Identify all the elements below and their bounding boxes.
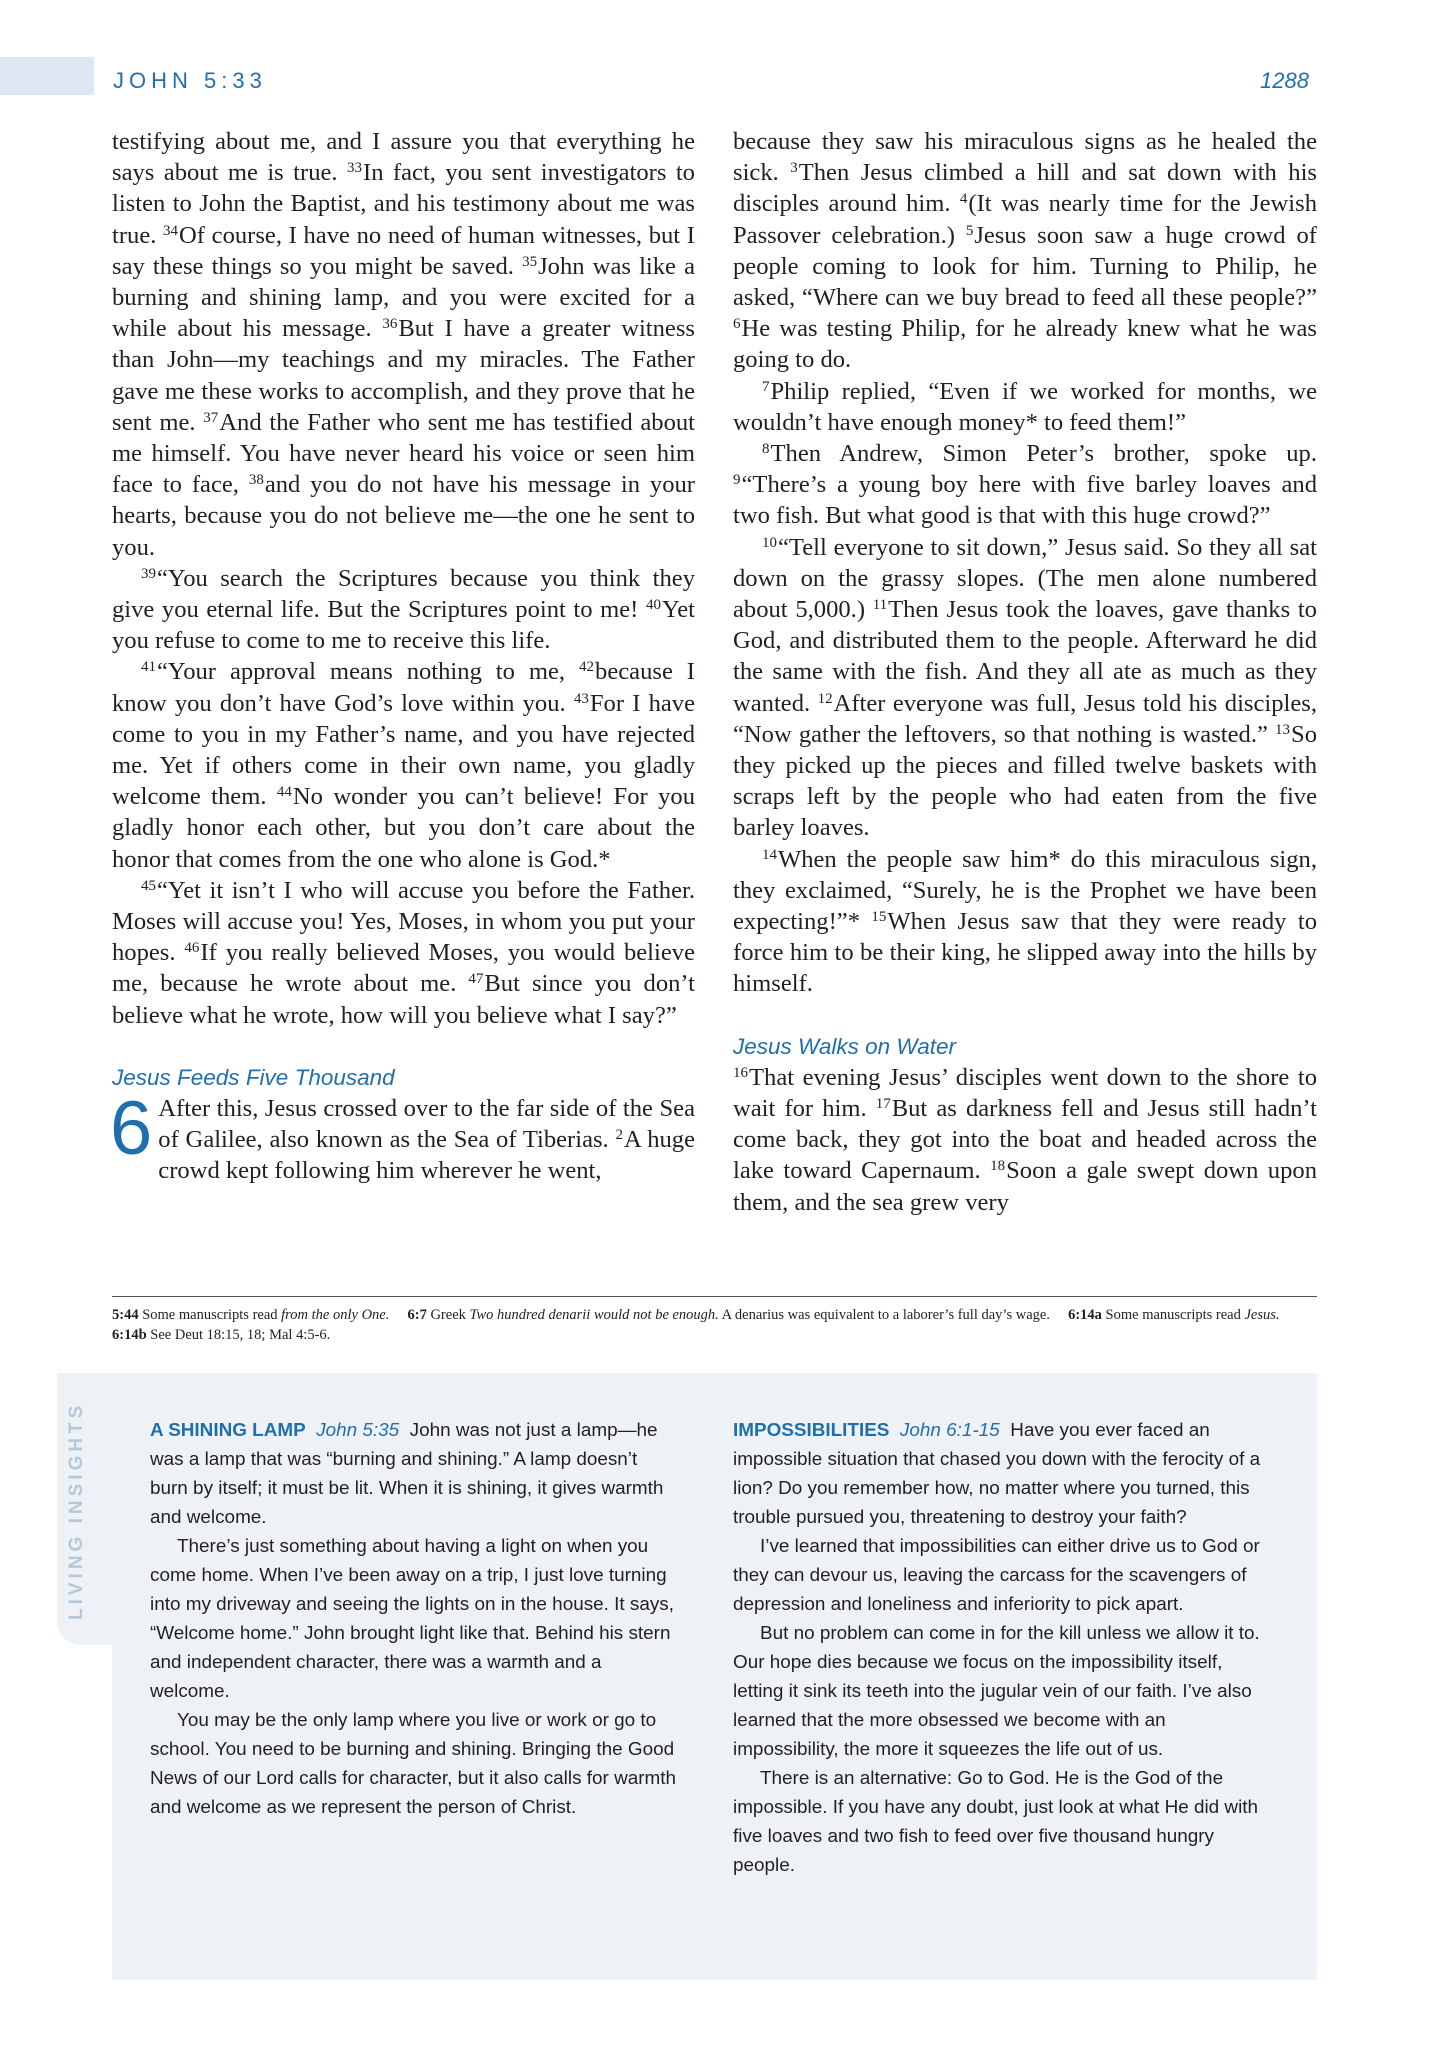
- verse-text: testifying about me, and I assure you that everything he says about me is true.: [112, 128, 695, 187]
- page-number: 1288: [1260, 68, 1309, 93]
- sidebar-label: LIVING INSIGHTS: [66, 1401, 87, 1620]
- verse-text: and you do not have his message in your hearts, because you do not believe me—the one he sent to you.: [112, 471, 695, 561]
- footnote: 5:44 Some manuscripts read from the only One.: [112, 1307, 390, 1323]
- paragraph: [110, 1085, 695, 1187]
- verse-text: because they saw his miraculous signs as he healed the sick.: [733, 128, 1317, 187]
- verse-number: 7: [762, 378, 770, 395]
- verse-number: 10: [762, 534, 777, 551]
- insight-text: You may be the only lamp where you live or work or go to school. You need to be burning and shining. Bringing the Good News of our Lord calls for character, but it also calls for warmth and welcome as we represent the person of Christ.: [150, 1710, 676, 1818]
- verse-number: 45: [141, 877, 156, 894]
- verse-number: 44: [276, 784, 292, 801]
- insight-text: John was not just a lamp—he was a lamp that was “burning and shining.” A lamp doesn’t burn by itself; it must be lit. When it is shining, it gives warmth and welcome.: [150, 1420, 664, 1528]
- verse-number: 42: [579, 659, 595, 676]
- verse-text: After everyone was full, Jesus told his disciples, “Now gather the leftovers, so that nothing is wasted.”: [733, 689, 1317, 748]
- verse-number: 43: [573, 690, 589, 707]
- verse-text: When the people saw him* do this miraculous sign, they exclaimed, “Surely, he is the Prophet we have been expecting!”*: [733, 845, 1317, 936]
- paragraph: [733, 376, 1317, 438]
- verse-number: 47: [468, 971, 484, 988]
- verse-text: Soon a gale swept down upon them, and the sea grew very: [733, 1157, 1317, 1216]
- footnote-italic: from the only One.: [281, 1307, 390, 1323]
- verse-number: 41: [141, 659, 156, 676]
- paragraph: [733, 126, 1317, 376]
- verse-text: (It was nearly time for the Jewish Passover celebration.): [733, 190, 1317, 249]
- verse-number: 35: [522, 253, 538, 270]
- paragraph: [112, 656, 695, 874]
- verse-text: “Yet it isn’t I who will accuse you before the Father. Moses will accuse you! Yes, Moses, in whom you put your hopes.: [112, 876, 695, 967]
- verse-text: But since you don’t believe what he wrote, how will you believe what I say?”: [112, 970, 695, 1029]
- footnote: 6:14b See Deut 18:15, 18; Mal 4:5-6.: [112, 1327, 331, 1343]
- section-heading: Jesus Walks on Water: [733, 1033, 957, 1059]
- paragraph: [112, 563, 695, 657]
- footnote-rule: [112, 1296, 1317, 1297]
- verse-text: Then Jesus took the loaves, gave thanks to God, and distributed them to the people. Afterward he did the same with the fish. And they all ate as much as they wanted.: [733, 596, 1317, 717]
- verse-text: So they picked up the pieces and filled twelve baskets with scraps left by the people who had eaten from the five barley loaves.: [733, 720, 1317, 842]
- verse-number: 40: [645, 597, 661, 614]
- paragraph: [112, 126, 695, 563]
- insight-impossibilities: [733, 1416, 1263, 1880]
- verse-number: 8: [762, 441, 770, 458]
- verse-number: 5: [965, 222, 974, 239]
- paragraph: [112, 875, 695, 1031]
- footnote-ref: 6:14b: [112, 1327, 147, 1343]
- verse-number: 3: [790, 160, 798, 177]
- verse-text: And the Father who sent me has testified about me himself. You have never heard his voice or seen him face to face,: [112, 408, 695, 499]
- verse-text: “You search the Scriptures because you think they give you eternal life. But the Scriptures point to me!: [112, 564, 695, 624]
- section-heading: Jesus Feeds Five Thousand: [112, 1064, 395, 1090]
- footnote-ref: 6:7: [407, 1307, 427, 1323]
- footnote-ref: 5:44: [112, 1307, 139, 1323]
- chapter-number: 6: [110, 1085, 153, 1171]
- verse-text: Jesus soon saw a huge crowd of people coming to look for him. Turning to Philip, he asked, “Where can we buy bread to feed all these people?”: [733, 221, 1317, 312]
- verse-text: No wonder you can’t believe! For you gladly honor each other, but you don’t care about the honor that comes from the one who alone is God.*: [112, 783, 695, 873]
- verse-text: When Jesus saw that they were ready to force him to be their king, he slipped away into the hills by himself.: [733, 908, 1317, 998]
- verse-number: 39: [141, 565, 156, 582]
- paragraph: [733, 438, 1317, 532]
- verse-number: 38: [248, 472, 264, 489]
- verse-text: A huge crowd kept following him wherever he went,: [158, 1126, 695, 1185]
- verse-text: “Tell everyone to sit down,” Jesus said. So they all sat down on the grassy slopes. (The men alone numbered about 5,000.): [733, 533, 1317, 624]
- paragraph: [733, 1062, 1317, 1218]
- insight-text: There’s just something about having a light on when you come home. When I’ve been away on a trip, I just love turning into my driveway and seeing the lights on in the house. It says, “Welcome home.” John brought light like that. Behind his stern and independent character, there was a warmth and a welcome.: [150, 1536, 674, 1702]
- footnotes: [112, 1305, 1317, 1345]
- verse-text: Philip replied, “Even if we worked for months, we wouldn’t have enough money* to feed them!”: [733, 377, 1317, 436]
- verse-text: Then Andrew, Simon Peter’s brother, spoke up.: [770, 440, 1317, 468]
- footnote: 6:14a Some manuscripts read Jesus.: [1068, 1307, 1280, 1323]
- verse-number: 14: [762, 846, 777, 863]
- page-edge-tab: [0, 57, 94, 95]
- verse-number: 18: [990, 1158, 1006, 1175]
- footnote-italic: Jesus.: [1244, 1307, 1280, 1323]
- footnote-ref: 6:14a: [1068, 1307, 1102, 1323]
- left-text-column: [112, 126, 695, 1187]
- verse-text: He was testing Philip, for he already knew what he was going to do.: [733, 315, 1317, 374]
- insight-text: But no problem can come in for the kill unless we allow it to. Our hope dies because we focus on the impossibility itself, letting it sink its teeth into the jugular vein of our faith. I’ve also learned that the more obsessed we become with an impossibility, the more it squeezes the life out of us.: [733, 1623, 1260, 1760]
- verse-text: In fact, you sent investigators to listen to John the Baptist, and his testimony about me was true.: [112, 159, 695, 249]
- verse-number: 36: [382, 316, 398, 333]
- verse-text: “Your approval means nothing to me,: [157, 658, 580, 686]
- right-text-column: [733, 126, 1317, 1218]
- verse-number: 33: [347, 160, 362, 177]
- verse-text: Then Jesus climbed a hill and sat down with his disciples around him.: [733, 159, 1317, 218]
- insight-a-shining-lamp: [150, 1416, 680, 1822]
- insight-text: I’ve learned that impossibilities can either drive us to God or they can devour us, leaving the carcass for the scavengers of depression and loneliness and inferiority to pick apart.: [733, 1536, 1260, 1615]
- verse-number: 6: [733, 316, 741, 333]
- verse-number: 16: [733, 1064, 748, 1081]
- insight-text: There is an alternative: Go to God. He is the God of the impossible. If you have any doubt, just look at what He did with five loaves and two fish to feed over five thousand hungry people.: [733, 1768, 1259, 1876]
- paragraph: [733, 844, 1317, 1000]
- verse-number: 46: [184, 940, 200, 957]
- paragraph: [733, 532, 1317, 844]
- verse-number: 9: [733, 472, 741, 489]
- verse-number: 34: [163, 222, 179, 239]
- footnote-italic: Two hundred denarii would not be enough.: [469, 1307, 719, 1323]
- insight-text: Have you ever faced an impossible situation that chased you down with the ferocity of a lion? Do you remember how, no matter where you turned, this trouble pursued you, threatening to destroy your faith?: [733, 1420, 1261, 1528]
- verse-number: 13: [1275, 721, 1291, 738]
- verse-text: Of course, I have no need of human witnesses, but I say these things so you might be saved.: [112, 221, 695, 280]
- verse-text: “There’s a young boy here with five barley loaves and two fish. But what good is that with this huge crowd?”: [733, 471, 1317, 530]
- verse-text: That evening Jesus’ disciples went down to the shore to wait for him.: [733, 1063, 1317, 1122]
- verse-text: But as darkness fell and Jesus still hadn’t come back, they got into the boat and headed across the lake toward Capernaum.: [733, 1094, 1318, 1185]
- verse-number: 11: [872, 597, 888, 614]
- verse-text: John was like a burning and shining lamp, and you were excited for a while about his message.: [112, 252, 696, 343]
- insight-title: A SHINING LAMP: [150, 1420, 306, 1441]
- insight-title: IMPOSSIBILITIES: [733, 1420, 890, 1441]
- verse-text: Yet you refuse to come to me to receive this life.: [112, 596, 695, 655]
- verse-number: 4: [959, 191, 968, 208]
- insight-reference: John 6:1-15: [899, 1420, 1000, 1441]
- verse-number: 17: [875, 1095, 891, 1112]
- verse-text: After this, Jesus crossed over to the far side of the Sea of Galilee, also known as the Sea of Tiberias.: [158, 1094, 695, 1154]
- verse-text: For I have come to you in my Father’s name, and you have rejected me. Yet if others come in their own name, you gladly welcome them.: [112, 689, 695, 811]
- verse-number: 15: [871, 909, 887, 926]
- running-head: JOHN 5:33: [113, 68, 267, 93]
- footnote: 6:7 Greek Two hundred denarii would not be enough. A denarius was equivalent to a laborer’s full day’s wage.: [407, 1307, 1050, 1323]
- verse-text: But I have a greater witness than John—my teachings and my miracles. The Father gave me these works to accomplish, and they prove that he sent me.: [112, 315, 695, 436]
- verse-text: because I know you don’t have God’s love within you.: [112, 658, 695, 717]
- verse-number: 2: [615, 1127, 623, 1144]
- verse-number: 37: [203, 409, 219, 426]
- verse-number: 12: [817, 690, 833, 707]
- verse-text: If you really believed Moses, you would believe me, because he wrote about me.: [112, 939, 695, 998]
- insight-reference: John 5:35: [316, 1420, 400, 1441]
- paragraph-text: [158, 1095, 695, 1184]
